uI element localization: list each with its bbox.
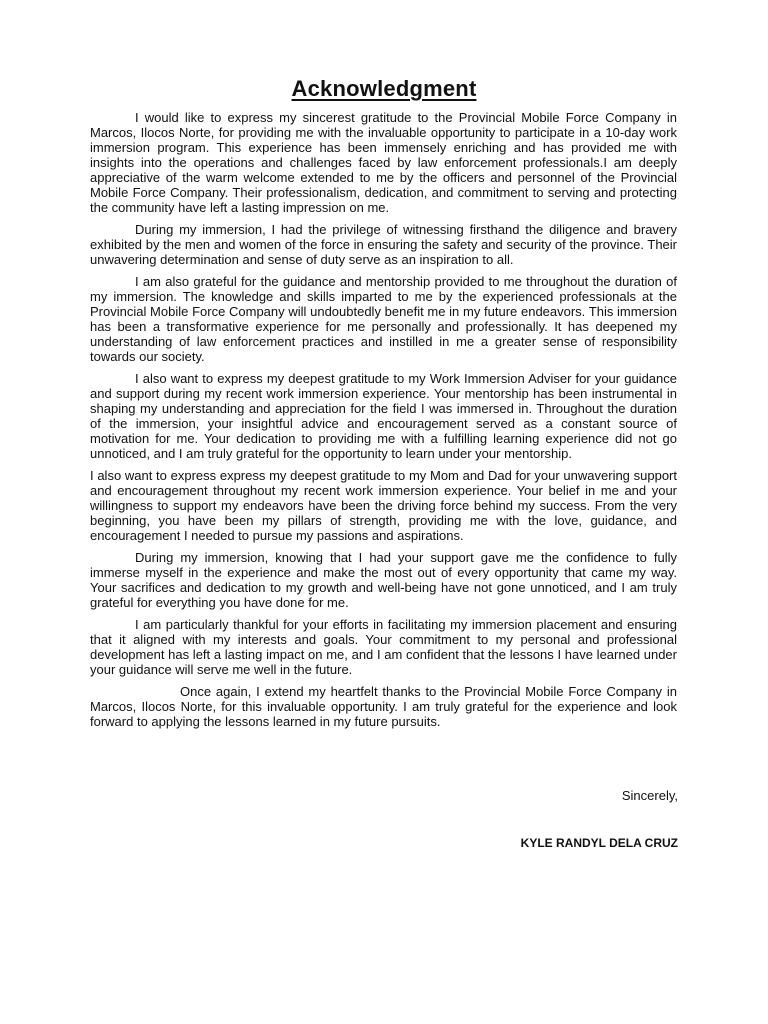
paragraph-2: During my immersion, I had the privilege of witnessing firsthand the diligence and bravery exhibited by the men and women of the force in ensuring the safety and security of the province. Their unwavering determination and sense of duty serve as an inspiration to all. bbox=[90, 222, 677, 267]
paragraph-8: Once again, I extend my heartfelt thanks to the Provincial Mobile Force Company in Marcos, Ilocos Norte, for this invaluable opportunity. I am truly grateful for the experience and look forward to applying the lessons learned in my future pursuits. bbox=[90, 684, 677, 729]
document-title: Acknowledgment bbox=[291, 76, 477, 101]
paragraph-5: I also want to express express my deepest gratitude to my Mom and Dad for your unwavering support and encouragement throughout my recent work immersion experience. Your belief in me and your willingness to support my endeavors have been the driving force behind my success. From the very beginning, you have been my pillars of strength, providing me with the love, guidance, and encouragement I needed to pursue my passions and aspirations. bbox=[90, 468, 677, 543]
paragraph-4: I also want to express my deepest gratitude to my Work Immersion Adviser for your guidance and support during my recent work immersion experience. Your mentorship has been instrumental in shaping my understanding and appreciation for the field I was immersed in. Throughout the duration of the immersion, your insightful advice and encouragement served as a constant source of motivation for me. Your dedication to providing me with a fulfilling learning experience did not go unnoticed, and I am truly grateful for the opportunity to learn under your mentorship. bbox=[90, 371, 677, 461]
paragraph-6: During my immersion, knowing that I had your support gave me the confidence to fully immerse myself in the experience and make the most out of every opportunity that came my way. Your sacrifices and dedication to my growth and well-being have not gone unnoticed, and I am truly grateful for everything you have done for me. bbox=[90, 550, 677, 610]
paragraph-1: I would like to express my sincerest gratitude to the Provincial Mobile Force Company in Marcos, Ilocos Norte, for providing me with the invaluable opportunity to participate in a 10-day work immersion program. This experience has been immensely enriching and has provided me with insights into the operations and challenges faced by law enforcement professionals.I am deeply appreciative of the warm welcome extended to me by the officers and personnel of the Provincial Mobile Force Company. Their professionalism, dedication, and commitment to serving and protecting the community have left a lasting impression on me. bbox=[90, 110, 677, 215]
document-body bbox=[90, 110, 677, 736]
paragraph-7: I am particularly thankful for your efforts in facilitating my immersion placement and ensuring that it aligned with my interests and goals. Your commitment to my personal and professional development has left a lasting impact on me, and I am confident that the lessons I have learned under your guidance will serve me well in the future. bbox=[90, 617, 677, 677]
paragraph-3: I am also grateful for the guidance and mentorship provided to me throughout the duration of my immersion. The knowledge and skills imparted to me by the experienced professionals at the Provincial Mobile Force Company will undoubtedly benefit me in my future endeavors. This immersion has been a transformative experience for me personally and professionally. It has deepened my understanding of law enforcement practices and instilled in me a greater sense of responsibility towards our society. bbox=[90, 274, 677, 364]
closing-salutation: Sincerely, bbox=[621, 788, 678, 803]
signature-name: KYLE RANDYL DELA CRUZ bbox=[520, 836, 678, 850]
